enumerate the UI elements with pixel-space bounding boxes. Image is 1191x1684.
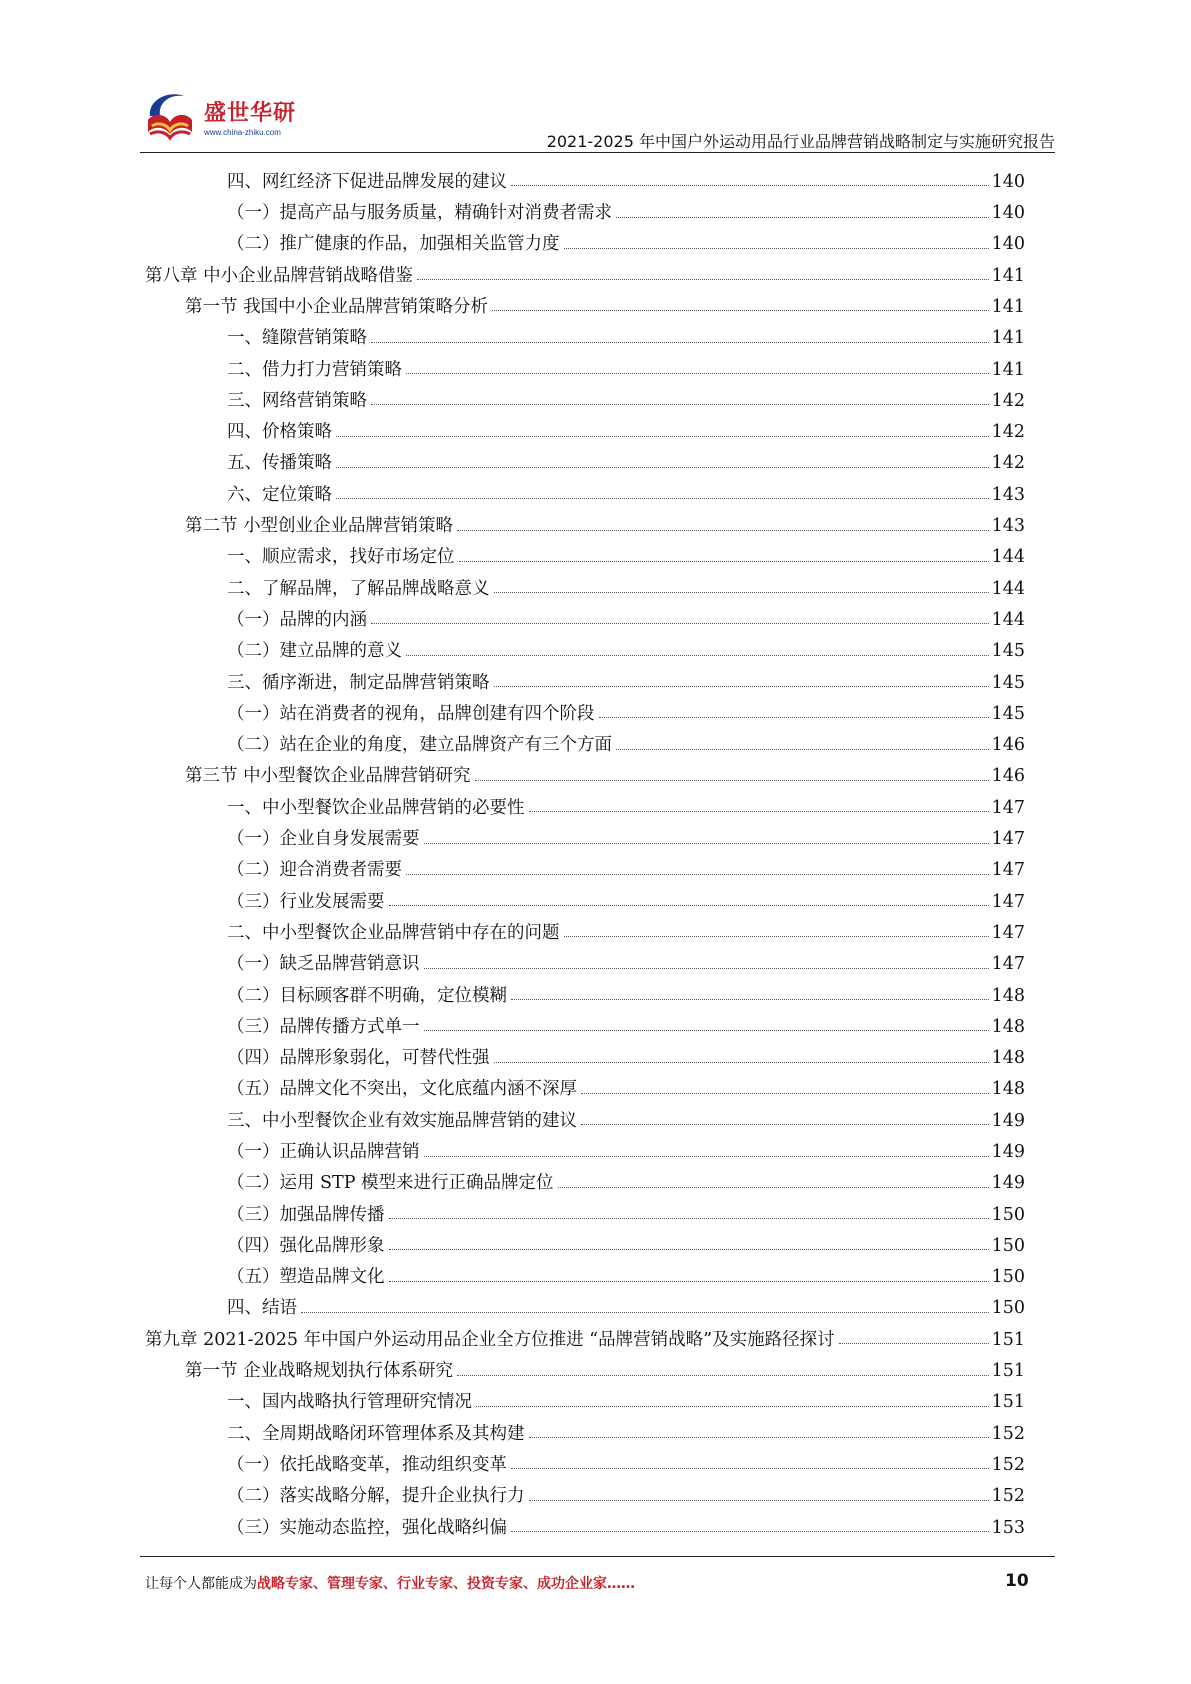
toc-dot-leader <box>389 1218 989 1219</box>
toc-entry-page: 141 <box>991 328 1025 349</box>
toc-dot-leader <box>616 749 989 750</box>
toc-dot-leader <box>599 717 989 718</box>
toc-entry[interactable] <box>145 1474 1025 1505</box>
footer-slogan <box>145 1573 635 1593</box>
toc-dot-leader <box>424 968 989 969</box>
toc-entry-page: 144 <box>991 578 1025 599</box>
toc-entry-label: （一）缺乏品牌营销意识 <box>227 954 420 975</box>
toc-entry-page: 147 <box>991 891 1025 912</box>
toc-entry-label: （四）强化品牌形象 <box>227 1235 385 1256</box>
toc-dot-leader <box>406 655 989 656</box>
toc-entry-label: 第八章 中小企业品牌营销战略借鉴 <box>145 265 414 286</box>
toc-dot-leader <box>406 874 989 875</box>
toc-dot-leader <box>529 811 989 812</box>
toc-dot-leader <box>564 248 989 249</box>
toc-dot-leader <box>511 999 989 1000</box>
toc-dot-leader <box>494 686 989 687</box>
toc-entry[interactable] <box>145 817 1025 848</box>
toc-entry[interactable] <box>145 379 1025 410</box>
toc-entry-label: 三、网络营销策略 <box>227 390 367 411</box>
toc-dot-leader <box>564 936 989 937</box>
toc-entry[interactable] <box>145 755 1025 786</box>
toc-entry-page: 146 <box>991 735 1025 756</box>
toc-entry-label: 第二节 小型创业企业品牌营销策略 <box>185 516 454 537</box>
logo-icon <box>140 86 202 148</box>
toc-entry[interactable] <box>145 567 1025 598</box>
toc-entry-label: 二、全周期战略闭环管理体系及其构建 <box>227 1423 525 1444</box>
toc-entry-page: 144 <box>991 547 1025 568</box>
toc-entry[interactable] <box>145 1224 1025 1255</box>
toc-dot-leader <box>417 279 989 280</box>
toc-entry[interactable] <box>145 1162 1025 1193</box>
toc-entry-label: 第九章 2021-2025 年中国户外运动用品企业全方位推进 “品牌营销战略”及实施路径探讨 <box>145 1329 835 1350</box>
toc-entry-label: （五）塑造品牌文化 <box>227 1267 385 1288</box>
toc-entry[interactable] <box>145 849 1025 880</box>
toc-dot-leader <box>406 373 989 374</box>
toc-entry-page: 145 <box>991 641 1025 662</box>
toc-dot-leader <box>457 530 989 531</box>
toc-entry-page: 140 <box>991 171 1025 192</box>
toc-dot-leader <box>511 1468 989 1469</box>
toc-entry[interactable] <box>145 723 1025 754</box>
toc-entry[interactable] <box>145 911 1025 942</box>
toc-entry[interactable] <box>145 1287 1025 1318</box>
toc-entry-page: 140 <box>991 203 1025 224</box>
page-header <box>140 78 1055 150</box>
toc-dot-leader <box>389 1281 989 1282</box>
toc-entry-page: 151 <box>991 1329 1025 1350</box>
toc-entry-page: 147 <box>991 922 1025 943</box>
toc-entry[interactable] <box>145 1506 1025 1537</box>
toc-dot-leader <box>492 310 989 311</box>
toc-dot-leader <box>301 1312 989 1313</box>
toc-dot-leader <box>336 498 989 499</box>
toc-entry-page: 148 <box>991 1048 1025 1069</box>
toc-entry[interactable] <box>145 1381 1025 1412</box>
toc-entry[interactable] <box>145 536 1025 567</box>
toc-entry-page: 151 <box>991 1392 1025 1413</box>
toc-entry-page: 142 <box>991 453 1025 474</box>
table-of-contents <box>145 160 1025 1537</box>
company-logo <box>140 86 340 148</box>
toc-entry-page: 147 <box>991 860 1025 881</box>
toc-entry-label: （二）落实战略分解，提升企业执行力 <box>227 1486 525 1507</box>
toc-entry-page: 145 <box>991 703 1025 724</box>
toc-entry-label: （二）运用 STP 模型来进行正确品牌定位 <box>227 1173 554 1194</box>
toc-entry[interactable] <box>145 191 1025 222</box>
page-number: 10 <box>1005 1571 1029 1591</box>
toc-entry[interactable] <box>145 410 1025 441</box>
toc-entry[interactable] <box>145 285 1025 316</box>
toc-entry-page: 141 <box>991 265 1025 286</box>
toc-entry-label: （一）企业自身发展需要 <box>227 829 420 850</box>
toc-entry[interactable] <box>145 692 1025 723</box>
toc-dot-leader <box>529 1437 989 1438</box>
toc-entry-page: 152 <box>991 1454 1025 1475</box>
toc-entry-page: 147 <box>991 954 1025 975</box>
toc-entry-label: （三）品牌传播方式单一 <box>227 1016 420 1037</box>
header-divider <box>140 152 1055 153</box>
toc-dot-leader <box>424 1030 989 1031</box>
toc-entry-label: 一、国内战略执行管理研究情况 <box>227 1392 472 1413</box>
toc-entry-page: 150 <box>991 1235 1025 1256</box>
toc-dot-leader <box>581 1093 989 1094</box>
toc-entry[interactable] <box>145 1036 1025 1067</box>
toc-dot-leader <box>389 905 989 906</box>
toc-entry[interactable] <box>145 942 1025 973</box>
toc-entry-page: 143 <box>991 516 1025 537</box>
toc-entry[interactable] <box>145 223 1025 254</box>
toc-entry[interactable] <box>145 1099 1025 1130</box>
toc-entry-page: 141 <box>991 359 1025 380</box>
toc-entry-label: 第一节 我国中小企业品牌营销策略分析 <box>185 296 489 317</box>
toc-entry-label: （二）迎合消费者需要 <box>227 860 402 881</box>
toc-entry-page: 148 <box>991 985 1025 1006</box>
toc-entry-label: （一）依托战略变革，推动组织变革 <box>227 1454 507 1475</box>
toc-entry-page: 152 <box>991 1423 1025 1444</box>
toc-entry[interactable] <box>145 442 1025 473</box>
toc-entry-label: （一）站在消费者的视角，品牌创建有四个阶段 <box>227 703 595 724</box>
toc-entry-page: 147 <box>991 797 1025 818</box>
toc-entry-page: 146 <box>991 766 1025 787</box>
toc-dot-leader <box>476 1406 989 1407</box>
toc-entry[interactable] <box>145 974 1025 1005</box>
toc-entry[interactable] <box>145 1068 1025 1099</box>
toc-entry[interactable] <box>145 1443 1025 1474</box>
toc-entry[interactable] <box>145 880 1025 911</box>
logo-name: 盛世华研 <box>204 101 297 126</box>
toc-entry-label: 四、价格策略 <box>227 422 332 443</box>
toc-entry[interactable] <box>145 504 1025 535</box>
toc-entry-label: 二、了解品牌，了解品牌战略意义 <box>227 578 490 599</box>
toc-entry-label: （三）实施动态监控，强化战略纠偏 <box>227 1517 507 1538</box>
toc-entry-page: 147 <box>991 829 1025 850</box>
toc-dot-leader <box>581 1124 989 1125</box>
toc-entry-page: 149 <box>991 1110 1025 1131</box>
toc-entry-page: 153 <box>991 1517 1025 1538</box>
toc-entry-page: 140 <box>991 234 1025 255</box>
toc-entry[interactable] <box>145 1130 1025 1161</box>
toc-dot-leader <box>336 467 989 468</box>
toc-dot-leader <box>839 1343 989 1344</box>
toc-entry-label: （一）提高产品与服务质量，精确针对消费者需求 <box>227 203 612 224</box>
toc-entry[interactable] <box>145 1412 1025 1443</box>
toc-entry[interactable] <box>145 1005 1025 1036</box>
toc-dot-leader <box>511 185 989 186</box>
toc-entry-label: （四）品牌形象弱化，可替代性强 <box>227 1048 490 1069</box>
toc-entry-label: 第三节 中小型餐饮企业品牌营销研究 <box>185 766 471 787</box>
toc-dot-leader <box>494 1062 989 1063</box>
toc-entry-page: 151 <box>991 1361 1025 1382</box>
toc-entry-label: 六、定位策略 <box>227 484 332 505</box>
toc-entry-label: 二、借力打力营销策略 <box>227 359 402 380</box>
toc-entry[interactable] <box>145 598 1025 629</box>
toc-entry-page: 141 <box>991 296 1025 317</box>
toc-entry-label: （一）品牌的内涵 <box>227 609 367 630</box>
toc-entry-label: 一、中小型餐饮企业品牌营销的必要性 <box>227 797 525 818</box>
toc-dot-leader <box>371 623 989 624</box>
toc-entry[interactable] <box>145 254 1025 285</box>
toc-dot-leader <box>424 1156 989 1157</box>
toc-dot-leader <box>457 1375 989 1376</box>
toc-dot-leader <box>389 1249 989 1250</box>
toc-entry-page: 148 <box>991 1016 1025 1037</box>
report-title: 2021-2025 年中国户外运动用品行业品牌营销战略制定与实施研究报告 <box>546 132 1055 151</box>
toc-entry-label: （三）行业发展需要 <box>227 891 385 912</box>
toc-entry-label: 第一节 企业战略规划执行体系研究 <box>185 1361 454 1382</box>
toc-dot-leader <box>475 780 989 781</box>
toc-dot-leader <box>371 404 989 405</box>
toc-entry-label: 四、结语 <box>227 1298 297 1319</box>
toc-entry-label: 三、循序渐进，制定品牌营销策略 <box>227 672 490 693</box>
toc-entry-page: 145 <box>991 672 1025 693</box>
toc-entry[interactable] <box>145 348 1025 379</box>
toc-dot-leader <box>616 217 989 218</box>
toc-entry[interactable] <box>145 629 1025 660</box>
toc-entry[interactable] <box>145 1318 1025 1349</box>
toc-entry-label: （二）推广健康的作品，加强相关监管力度 <box>227 234 560 255</box>
toc-entry-label: （三）加强品牌传播 <box>227 1204 385 1225</box>
toc-entry[interactable] <box>145 661 1025 692</box>
toc-entry-label: 四、网红经济下促进品牌发展的建议 <box>227 171 507 192</box>
toc-entry-page: 144 <box>991 609 1025 630</box>
footer-divider <box>140 1556 1055 1557</box>
toc-entry-label: 五、传播策略 <box>227 453 332 474</box>
footer-slogan-highlight: 战略专家、管理专家、行业专家、投资专家、成功企业家…… <box>257 1576 635 1592</box>
toc-entry[interactable] <box>145 1349 1025 1380</box>
toc-entry-page: 143 <box>991 484 1025 505</box>
toc-dot-leader <box>336 436 989 437</box>
logo-url: www.china-zhiku.com <box>204 128 281 137</box>
toc-entry[interactable] <box>145 1255 1025 1286</box>
toc-entry[interactable] <box>145 1193 1025 1224</box>
toc-entry-label: 三、中小型餐饮企业有效实施品牌营销的建议 <box>227 1110 577 1131</box>
toc-entry-page: 150 <box>991 1267 1025 1288</box>
toc-entry-label: （二）站在企业的角度，建立品牌资产有三个方面 <box>227 735 612 756</box>
toc-entry-page: 150 <box>991 1298 1025 1319</box>
toc-entry-page: 149 <box>991 1142 1025 1162</box>
toc-entry-label: （五）品牌文化不突出，文化底蕴内涵不深厚 <box>227 1079 577 1100</box>
toc-dot-leader <box>558 1187 989 1188</box>
toc-entry[interactable] <box>145 316 1025 347</box>
toc-dot-leader <box>511 1531 989 1532</box>
toc-dot-leader <box>371 342 989 343</box>
toc-dot-leader <box>494 592 989 593</box>
footer-slogan-prefix: 让每个人都能成为 <box>145 1576 257 1592</box>
toc-entry-label: 一、缝隙营销策略 <box>227 328 367 349</box>
toc-entry-label: （二）目标顾客群不明确，定位模糊 <box>227 985 507 1006</box>
toc-entry-page: 148 <box>991 1079 1025 1100</box>
toc-dot-leader <box>529 1500 989 1501</box>
toc-entry-label: （二）建立品牌的意义 <box>227 641 402 662</box>
toc-entry-page: 152 <box>991 1486 1025 1507</box>
toc-entry-label: （一）正确认识品牌营销 <box>227 1142 420 1162</box>
toc-entry[interactable] <box>145 473 1025 504</box>
toc-entry-page: 142 <box>991 390 1025 411</box>
toc-entry-label: 二、中小型餐饮企业品牌营销中存在的问题 <box>227 922 560 943</box>
toc-entry[interactable] <box>145 160 1025 191</box>
toc-entry-page: 150 <box>991 1204 1025 1225</box>
toc-dot-leader <box>424 843 989 844</box>
toc-entry-label: 一、顺应需求，找好市场定位 <box>227 547 455 568</box>
toc-dot-leader <box>459 561 989 562</box>
toc-entry-page: 149 <box>991 1173 1025 1194</box>
toc-entry-page: 142 <box>991 422 1025 443</box>
toc-entry[interactable] <box>145 786 1025 817</box>
